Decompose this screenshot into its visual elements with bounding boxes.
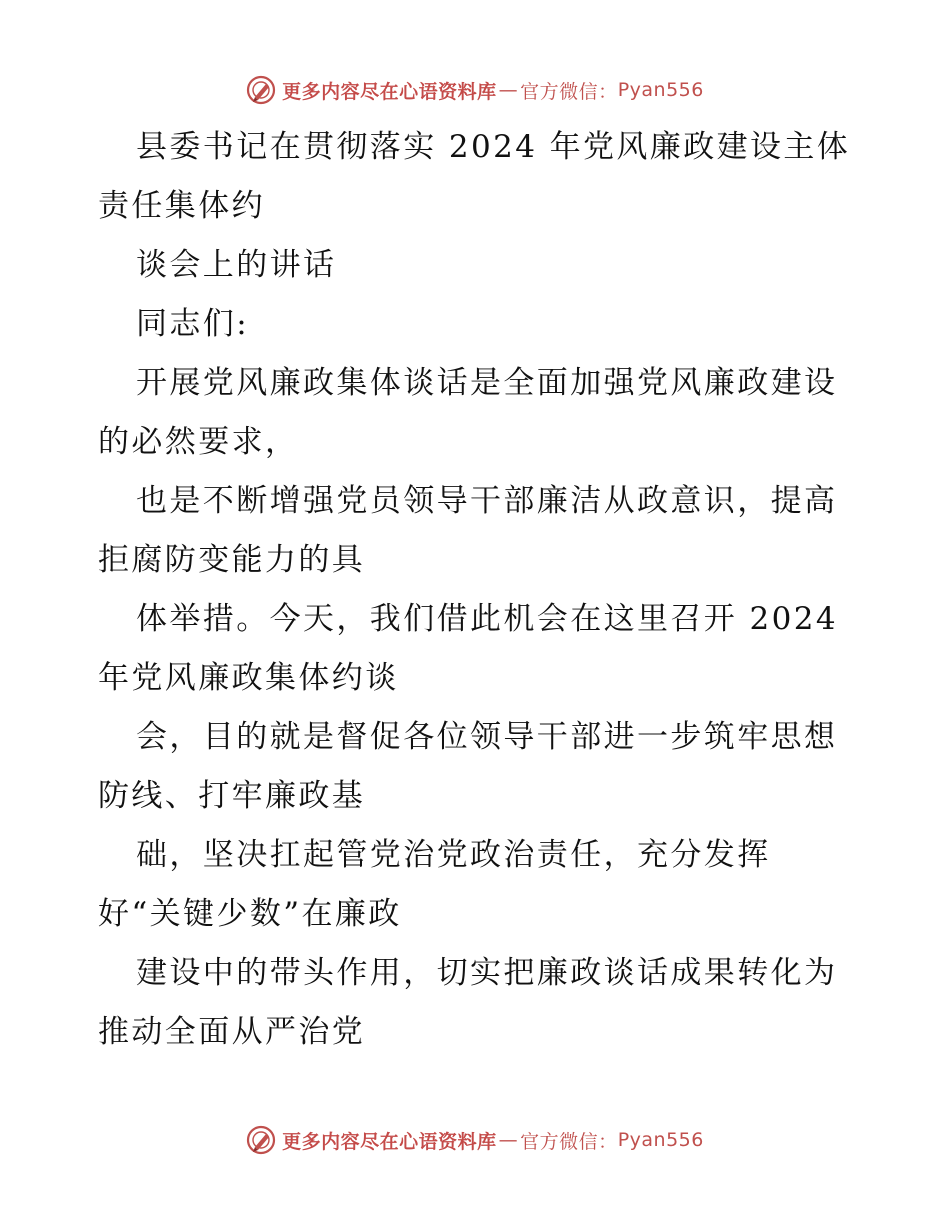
text-line: 防线、打牢廉政基 xyxy=(98,778,366,814)
pen-logo-icon xyxy=(246,1125,276,1155)
text-line: 同志们: xyxy=(136,306,250,342)
watermark-separator: — xyxy=(498,1129,519,1151)
watermark-wechat-label: 官方微信： xyxy=(520,80,618,103)
text-line: 体举措。今天，我们借此机会在这里召开 2024 xyxy=(136,601,838,637)
text-line: 开展党风廉政集体谈话是全面加强党风廉政建设 xyxy=(136,365,838,401)
header-watermark xyxy=(0,70,950,110)
text-line: 谈会上的讲话 xyxy=(136,247,337,283)
watermark-wechat-id: Pyan556 xyxy=(617,1129,704,1151)
watermark-separator: — xyxy=(498,79,519,101)
text-line: 县委书记在贯彻落实 2024 年党风廉政建设主体 xyxy=(136,129,851,165)
footer-watermark xyxy=(0,1120,950,1160)
text-line: 也是不断增强党员领导干部廉洁从政意识，提高 xyxy=(136,483,838,519)
text-line: 础，坚决扛起管党治党政治责任，充分发挥 xyxy=(136,837,771,873)
text-line: 建设中的带头作用，切实把廉政谈话成果转化为 xyxy=(136,955,838,991)
text-line: 好“关键少数”在廉政 xyxy=(98,896,402,932)
text-line: 会，目的就是督促各位领导干部进一步筑牢思想 xyxy=(136,719,838,755)
text-line: 拒腐防变能力的具 xyxy=(98,542,366,578)
text-line: 的必然要求， xyxy=(98,424,299,460)
watermark-wechat-label: 官方微信： xyxy=(520,1130,618,1153)
watermark-wechat-id: Pyan556 xyxy=(617,79,704,101)
text-line: 推动全面从严治党 xyxy=(98,1014,366,1050)
document-body xyxy=(98,118,858,1062)
text-line: 责任集体约 xyxy=(98,188,265,224)
watermark-brand-text: 更多内容尽在心语资料库 xyxy=(282,1130,497,1153)
watermark-brand-text: 更多内容尽在心语资料库 xyxy=(282,80,497,103)
pen-logo-icon xyxy=(246,75,276,105)
text-line: 年党风廉政集体约谈 xyxy=(98,660,399,696)
